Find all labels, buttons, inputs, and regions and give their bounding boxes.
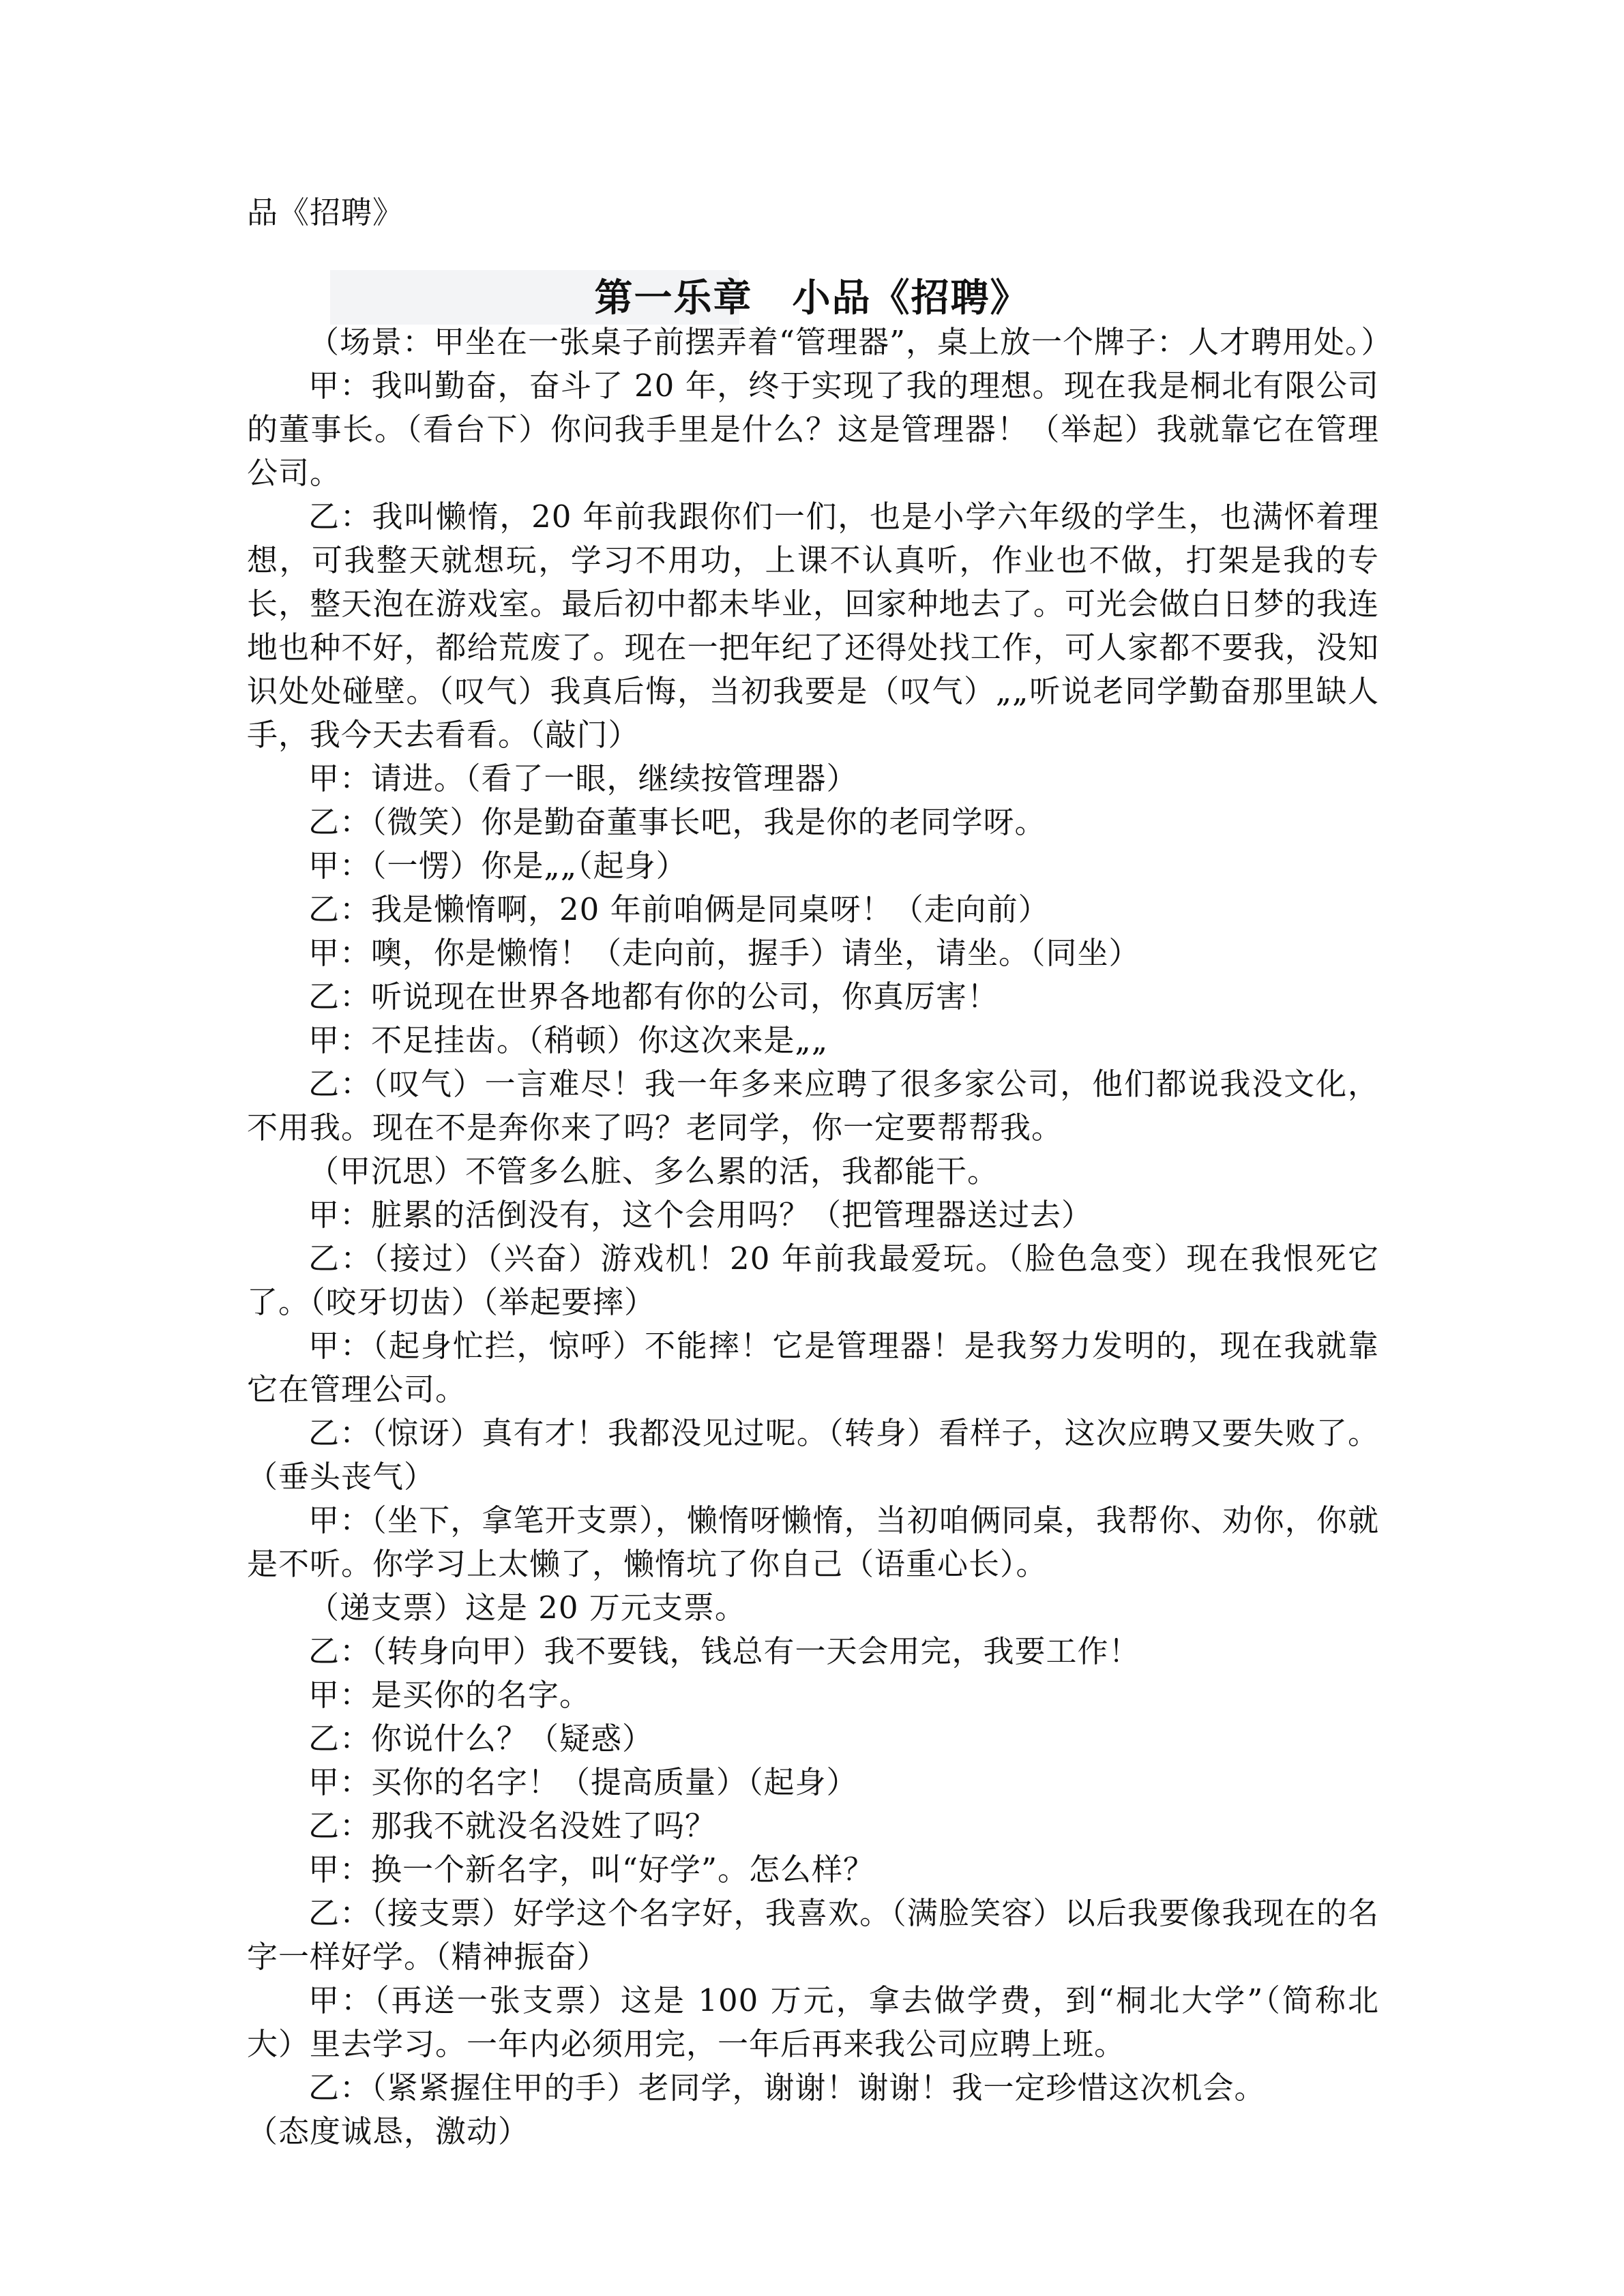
- document-title: 第一乐章 小品《招聘》: [594, 275, 1030, 320]
- paragraph: 乙：（接过）（兴奋）游戏机！20 年前我最爱玩。（脸色急变）现在我恨死它了。（咬牙切齿）（举起要摔）: [247, 1240, 1379, 1320]
- paragraph: 乙：（叹气）一言难尽！我一年多来应聘了很多家公司，他们都说我没文化，不用我。现在不是奔你来了吗？老同学，你一定要帮帮我。: [247, 1066, 1379, 1146]
- paragraph: 甲：请进。（看了一眼，继续按管理器）: [308, 760, 858, 796]
- paragraph: 乙：（微笑）你是勤奋董事长吧，我是你的老同学呀。: [308, 804, 1046, 840]
- paragraph: 甲：（一愣）你是„„（起身）: [308, 848, 688, 884]
- paragraph: （态度诚恳，激动）: [247, 2113, 530, 2149]
- paragraph: 乙：我叫懒惰，20 年前我跟你们一们，也是小学六年级的学生，也满怀着理想，可我整天就想玩，学习不用功，上课不认真听，作业也不做，打架是我的专长，整天泡在游戏室。最后初中都未毕业，回家种地去了。可光会做白日梦的我连地也种不好，都给荒废了。现在一把年纪了还得处找工作，可人家都不要我，没知识处处碰壁。（叹气）我真后悔，当初我要是（叹气）„„听说老同学勤奋那里缺人手，我今天去看看。（敲门）: [247, 498, 1379, 753]
- paragraph: 乙：（紧紧握住甲的手）老同学，谢谢！谢谢！我一定珍惜这次机会。: [308, 2070, 1266, 2106]
- paragraph: （甲沉思）不管多么脏、多么累的活，我都能干。: [308, 1153, 999, 1189]
- script-body: [247, 320, 1393, 2153]
- paragraph: 乙：你说什么？（疑惑）: [308, 1720, 654, 1757]
- paragraph: 甲：我叫勤奋，奋斗了 20 年，终于实现了我的理想。现在我是桐北有限公司的董事长。（看台下）你问我手里是什么？这是管理器！（举起）我就靠它在管理公司。: [247, 368, 1379, 491]
- paragraph: 甲：（坐下，拿笔开支票），懒惰呀懒惰，当初咱俩同桌，我帮你、劝你，你就是不听。你学习上太懒了，懒惰坑了你自己（语重心长）。: [247, 1502, 1379, 1582]
- paragraph: 乙：那我不就没名没姓了吗？: [308, 1808, 717, 1844]
- page-header: 品《招聘》: [247, 194, 404, 230]
- paragraph: 甲：买你的名字！（提高质量）（起身）: [308, 1764, 858, 1800]
- paragraph: 甲：不足挂齿。（稍顿）你这次来是„„: [308, 1022, 829, 1058]
- paragraph: 甲：（再送一张支票）这是 100 万元，拿去做学费，到“桐北大学”（简称北大）里去学习。一年内必须用完，一年后再来我公司应聘上班。: [247, 1982, 1379, 2062]
- paragraph: 甲：噢，你是懒惰！（走向前，握手）请坐，请坐。（同坐）: [308, 935, 1140, 971]
- paragraph: 甲：换一个新名字，叫“好学”。怎么样？: [308, 1851, 875, 1888]
- paragraph: 甲：脏累的活倒没有，这个会用吗？（把管理器送过去）: [308, 1197, 1093, 1233]
- paragraph: 甲：（起身忙拦，惊呼）不能摔！它是管理器！是我努力发明的，现在我就靠它在管理公司。: [247, 1328, 1379, 1407]
- paragraph: （递支票）这是 20 万元支票。: [308, 1590, 746, 1626]
- paragraph: 甲：是买你的名字。: [308, 1677, 591, 1713]
- paragraph: （场景：甲坐在一张桌子前摆弄着“管理器”，桌上放一个牌子：人才聘用处。）: [308, 324, 1393, 360]
- paragraph: 乙：（接支票）好学这个名字好，我喜欢。（满脸笑容）以后我要像我现在的名字一样好学。（精神振奋）: [247, 1895, 1379, 1975]
- paragraph: 乙：听说现在世界各地都有你的公司，你真厉害！: [308, 979, 999, 1015]
- paragraph: 乙：（转身向甲）我不要钱，钱总有一天会用完，我要工作！: [308, 1633, 1140, 1669]
- paragraph: 乙：我是懒惰啊，20 年前咱俩是同桌呀！（走向前）: [308, 891, 1050, 927]
- paragraph: 乙：（惊讶）真有才！我都没见过呢。（转身）看样子，这次应聘又要失败了。（垂头丧气）: [247, 1415, 1379, 1495]
